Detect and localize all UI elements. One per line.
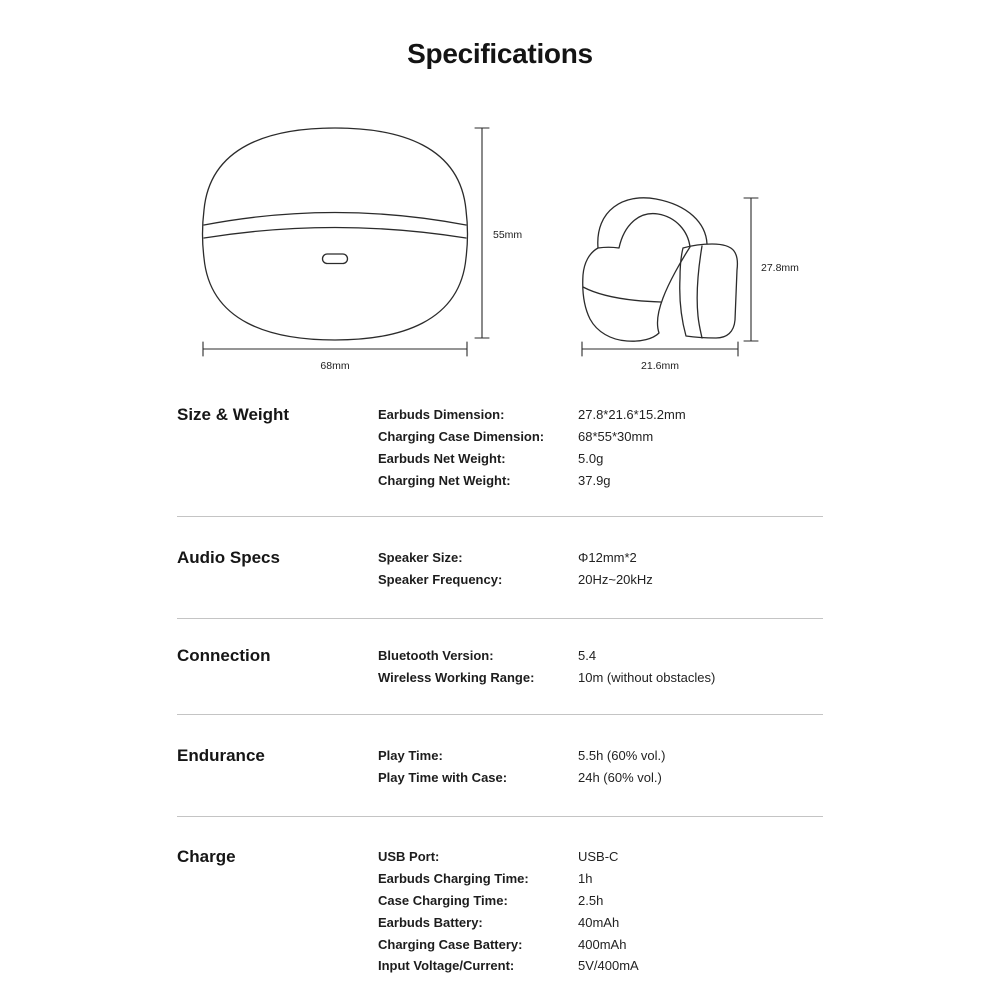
earbud-hook-outer xyxy=(598,198,707,248)
spec-label: Input Voltage/Current: xyxy=(378,958,515,974)
spec-label: Speaker Frequency: xyxy=(378,572,503,588)
spec-row xyxy=(378,933,823,955)
spec-row xyxy=(378,448,823,470)
product-dimension-diagrams xyxy=(150,100,850,390)
spec-value: USB-C xyxy=(578,849,619,865)
spec-value: 27.8*21.6*15.2mm xyxy=(578,407,686,423)
spec-label: Play Time: xyxy=(378,748,443,764)
section-title: Charge xyxy=(177,847,236,866)
case-lid-seam-lower xyxy=(204,228,466,239)
spec-label: Charging Net Weight: xyxy=(378,472,511,488)
section-divider xyxy=(177,516,823,517)
spec-row xyxy=(378,569,823,591)
spec-value: 5.0g xyxy=(578,450,604,466)
spec-value: 2.5h xyxy=(578,892,604,908)
spec-label: Charging Case Dimension: xyxy=(378,429,545,445)
spec-row xyxy=(378,469,823,491)
case-height-label: 55mm xyxy=(493,229,523,241)
section-rows xyxy=(378,645,823,689)
case-width-label: 68mm xyxy=(320,360,350,372)
spec-label: Play Time with Case: xyxy=(378,770,508,786)
section-divider xyxy=(177,714,823,715)
earbud-speaker-module xyxy=(680,244,738,338)
earbud-body-seam xyxy=(583,287,661,302)
spec-value: 5.5h (60% vol.) xyxy=(578,748,666,764)
case-outline xyxy=(203,128,468,340)
spec-value: 37.9g xyxy=(578,472,611,488)
page-title: Specifications xyxy=(407,38,593,69)
spec-row xyxy=(378,955,823,977)
spec-label: Wireless Working Range: xyxy=(378,670,535,686)
spec-value: 1h xyxy=(578,871,593,887)
earbud-height-dimension xyxy=(744,198,799,341)
spec-row xyxy=(378,667,823,689)
spec-row xyxy=(378,547,823,569)
section-rows xyxy=(378,745,823,789)
case-lid-seam-upper xyxy=(204,213,466,226)
spec-value: 24h (60% vol.) xyxy=(578,770,662,786)
section-charge xyxy=(177,846,823,977)
spec-label: Earbuds Net Weight: xyxy=(378,450,506,466)
section-title: Audio Specs xyxy=(177,548,280,567)
earbud-module-seam xyxy=(697,246,702,338)
spec-value: 400mAh xyxy=(578,936,627,952)
spec-row xyxy=(378,645,823,667)
spec-row xyxy=(378,911,823,933)
spec-row xyxy=(378,404,823,426)
spec-label: Charging Case Battery: xyxy=(378,936,523,952)
section-rows xyxy=(378,547,823,591)
spec-label: Earbuds Battery: xyxy=(378,914,483,930)
section-size-weight xyxy=(177,404,823,491)
section-audio-specs xyxy=(177,547,823,591)
spec-value: 5.4 xyxy=(578,648,597,664)
spec-label: USB Port: xyxy=(378,849,440,865)
spec-value: 5V/400mA xyxy=(578,958,639,974)
spec-row xyxy=(378,767,823,789)
spec-label: Case Charging Time: xyxy=(378,892,508,908)
section-divider xyxy=(177,618,823,619)
spec-row xyxy=(378,890,823,912)
spec-row xyxy=(378,426,823,448)
spec-value: 20Hz~20kHz xyxy=(578,572,653,588)
spec-label: Speaker Size: xyxy=(378,550,463,566)
spec-row xyxy=(378,745,823,767)
section-rows xyxy=(378,846,823,977)
spec-value: 68*55*30mm xyxy=(578,429,654,445)
earbud-height-label: 27.8mm xyxy=(761,262,799,274)
spec-row xyxy=(378,868,823,890)
section-title: Endurance xyxy=(177,746,265,765)
section-connection xyxy=(177,645,823,689)
earbud-width-dimension xyxy=(582,342,738,372)
earbud-diagram xyxy=(583,198,738,341)
charging-case-diagram xyxy=(203,128,468,340)
spec-label: Earbuds Charging Time: xyxy=(378,871,529,887)
spec-label: Earbuds Dimension: xyxy=(378,407,505,423)
spec-row xyxy=(378,846,823,868)
case-height-dimension xyxy=(475,128,522,338)
spec-label: Bluetooth Version: xyxy=(378,648,494,664)
section-divider xyxy=(177,816,823,817)
spec-value: Φ12mm*2 xyxy=(578,550,637,566)
section-title: Size & Weight xyxy=(177,405,290,424)
section-endurance xyxy=(177,745,823,789)
case-button xyxy=(323,254,348,264)
spec-value: 40mAh xyxy=(578,914,620,930)
section-title: Connection xyxy=(177,646,271,665)
spec-value: 10m (without obstacles) xyxy=(578,670,716,686)
earbud-width-label: 21.6mm xyxy=(641,360,679,372)
case-width-dimension xyxy=(203,342,467,372)
section-rows xyxy=(378,404,823,491)
